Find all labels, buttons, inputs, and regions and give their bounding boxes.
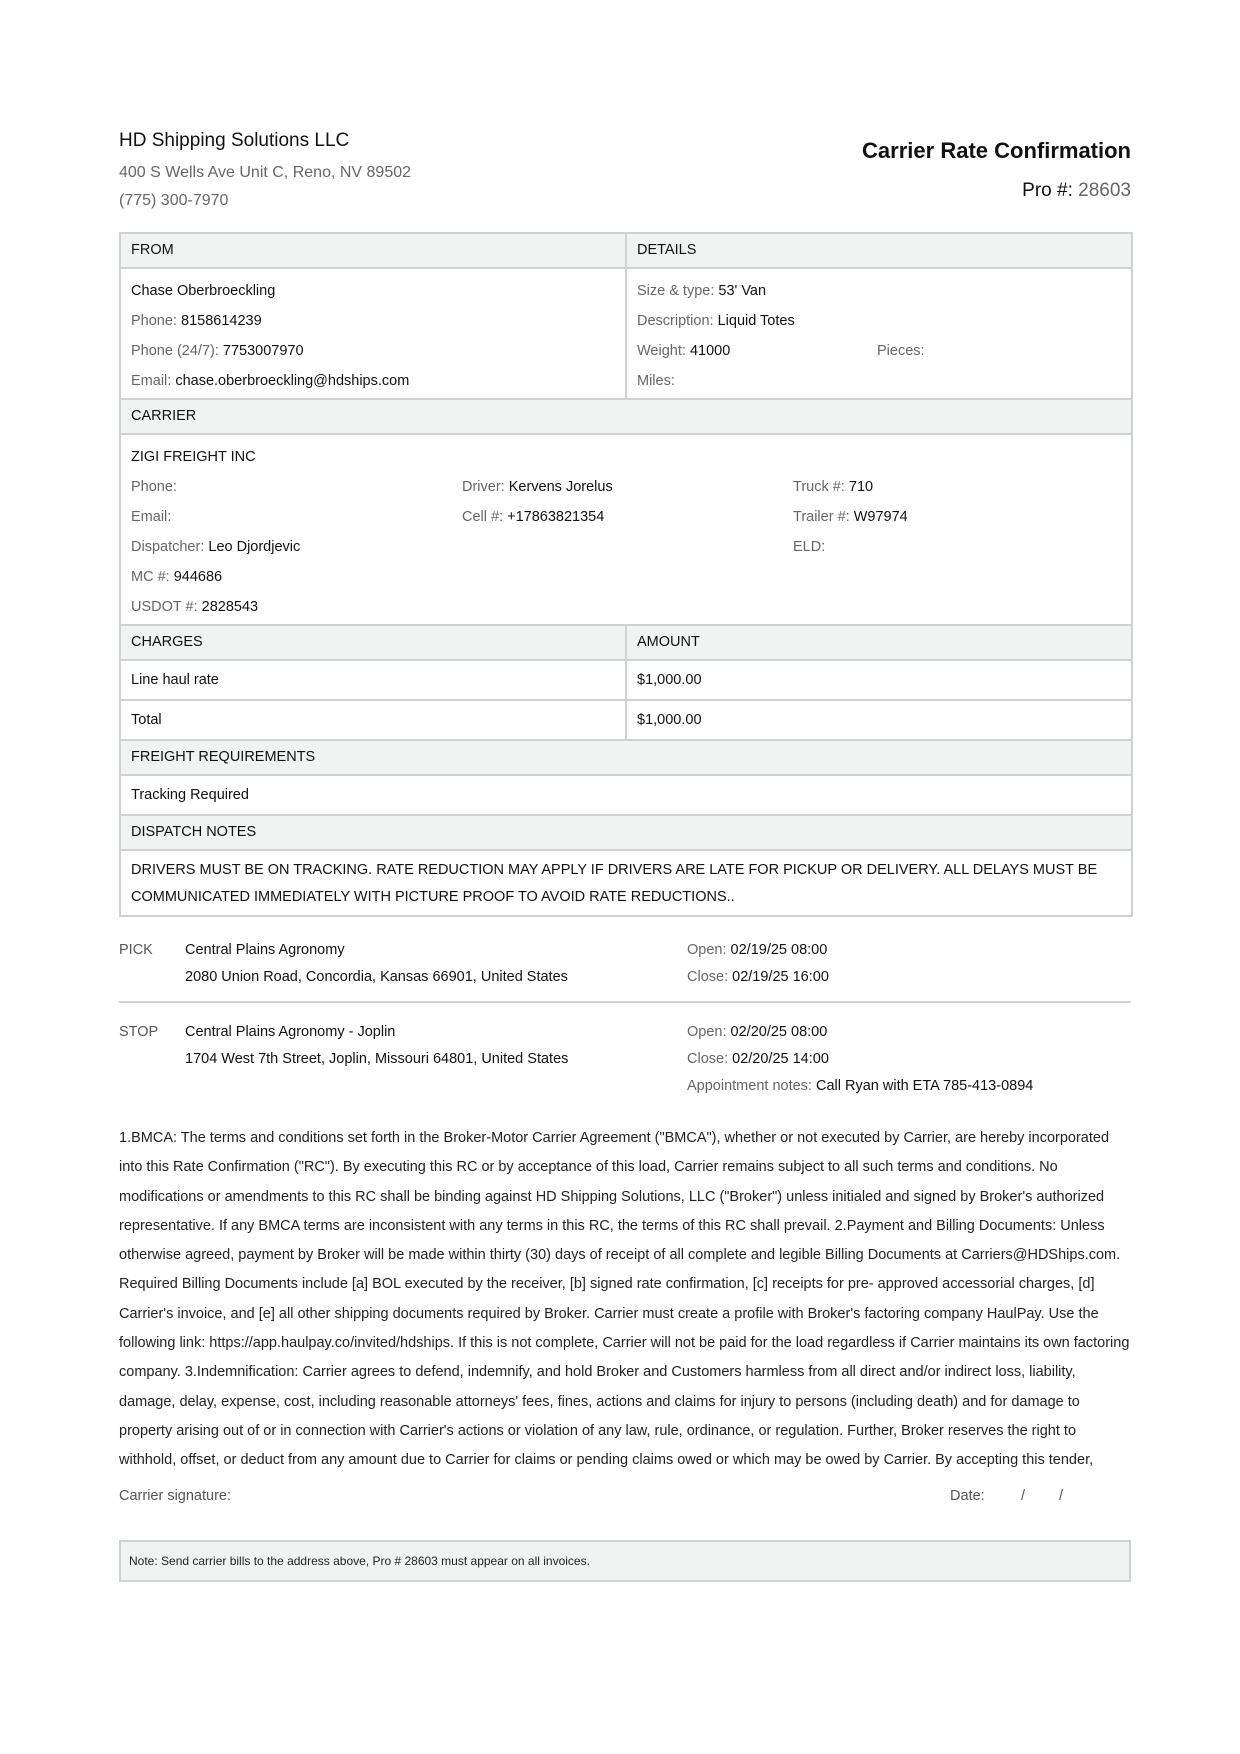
rate-confirmation-page — [119, 120, 1131, 1582]
freight-requirements-heading: FREIGHT REQUIREMENTS — [120, 740, 1132, 775]
carrier-column-1 — [131, 442, 462, 622]
carrier-signature-label: Carrier signature: — [119, 1488, 232, 1504]
close-label: Close: — [687, 1051, 729, 1067]
amount-heading: AMOUNT — [626, 625, 1132, 660]
pieces-label: Pieces: — [877, 343, 925, 359]
carrier-phone-label: Phone: — [131, 479, 177, 495]
date-separator: / — [1059, 1488, 1064, 1504]
charges-heading: CHARGES — [120, 625, 626, 660]
charge-amount: $1,000.00 — [626, 700, 1132, 740]
charge-amount: $1,000.00 — [626, 660, 1132, 700]
usdot-label: USDOT #: — [131, 599, 198, 615]
document-header — [119, 120, 1131, 232]
dispatcher-value: Leo Djordjevic — [208, 539, 301, 555]
open-label: Open: — [687, 942, 727, 958]
pro-label: Pro #: — [1022, 180, 1073, 201]
terms-and-conditions: 1.BMCA: The terms and conditions set forth in the Broker-Motor Carrier Agreement ("BMCA"), whether or not executed by Carrier, are hereby incorporated into this Rate Confirmation ("RC"). By executing this RC or by acceptance of this load, Carrier remains subject to all such terms and conditions. No modifications or amendments to this RC shall be binding against HD Shipping Solutions, LLC ("Broker") unless initialed and signed by Broker's authorized representative. If any BMCA terms are inconsistent with any terms in this RC, the terms of this RC shall prevail. 2.Payment and Billing Documents: Unless otherwise agreed, payment by Broker will be made within thirty (30) days of receipt of all complete and legible Billing Documents at Carriers@HDShips.com. Required Billing Documents include [a] BOL executed by the receiver, [b] signed rate confirmation, [c] receipts for pre- approved accessorial charges, [d] Carrier's invoice, and [e] all other shipping documents required by Broker. Carrier must create a profile with Broker's factoring company HaulPay. Use the following link: https://app.haulpay.co/invited/hdships. If this is not complete, Carrier will not be paid for the load regardless if Carrier maintains its own factoring company. 3.Indemnification: Carrier agrees to defend, indemnify, and hold Broker and Customers harmless from all direct and/or indirect loss, liability, damage, delay, expense, cost, including reasonable attorneys' fees, fines, actions and claims for injury to persons (including death) and for damage to property arising out of or in connection with Carrier's actions or violation of any law, rule, ordinance, or regulation. Further, Broker reserves the right to withhold, offset, or deduct from any amount due to Carrier for claims or pending claims owed or which may be owed by Carrier. By accepting this tender, — [119, 1130, 1130, 1469]
load-details-table — [119, 232, 1133, 917]
carrier-column-2 — [462, 442, 793, 622]
signature-row — [119, 1488, 1131, 1518]
from-email: chase.oberbroeckling@hdships.com — [175, 373, 410, 389]
date-separator: / — [1021, 1488, 1026, 1504]
open-value: 02/20/25 08:00 — [730, 1024, 828, 1040]
close-value: 02/20/25 14:00 — [732, 1051, 829, 1067]
mc-value: 944686 — [173, 569, 223, 585]
charge-name: Total — [120, 700, 626, 740]
freight-requirements-text: Tracking Required — [120, 775, 1132, 815]
stop-address: 1704 West 7th Street, Joplin, Missouri 64801, United States — [185, 1051, 569, 1067]
weight-label: Weight: — [637, 343, 686, 359]
company-phone: (775) 300-7970 — [119, 192, 229, 209]
stop-type: STOP — [119, 1024, 159, 1040]
stops-list — [119, 937, 1131, 1100]
delivery-stop — [119, 1019, 1131, 1100]
truck-value: 710 — [848, 479, 874, 495]
trailer-label: Trailer #: — [793, 509, 850, 525]
from-phone247: 7753007970 — [222, 343, 304, 359]
weight-value: 41000 — [689, 343, 731, 359]
mc-label: MC #: — [131, 569, 170, 585]
close-label: Close: — [687, 969, 729, 985]
description-label: Description: — [637, 313, 714, 329]
open-value: 02/19/25 08:00 — [730, 942, 828, 958]
charge-row — [120, 660, 1132, 700]
document-title: Carrier Rate Confirmation — [862, 138, 1131, 163]
from-phone-label: Phone: — [131, 313, 177, 329]
usdot-value: 2828543 — [201, 599, 259, 615]
size-value: 53' Van — [718, 283, 767, 299]
appointment-notes-value: Call Ryan with ETA 785-413-0894 — [815, 1078, 1034, 1094]
dispatch-notes-heading: DISPATCH NOTES — [120, 815, 1132, 850]
miles-label: Miles: — [637, 373, 675, 389]
carrier-column-3 — [793, 442, 1113, 622]
charge-name: Line haul rate — [120, 660, 626, 700]
pick-stop — [119, 937, 1131, 991]
dispatcher-label: Dispatcher: — [131, 539, 205, 555]
from-heading: FROM — [120, 233, 626, 268]
carrier-heading: CARRIER — [120, 399, 1132, 434]
description-value: Liquid Totes — [717, 313, 795, 329]
from-name: Chase Oberbroeckling — [131, 283, 276, 299]
dispatch-notes-text: DRIVERS MUST BE ON TRACKING. RATE REDUCTION MAY APPLY IF DRIVERS ARE LATE FOR PICKUP OR DELIVERY. ALL DELAYS MUST BE COMMUNICATED IMMEDIATELY WITH PICTURE PROOF TO AVOID RATE REDUCTIONS.. — [120, 850, 1132, 916]
company-address: 400 S Wells Ave Unit C, Reno, NV 89502 — [119, 164, 412, 181]
driver-label: Driver: — [462, 479, 505, 495]
cell-label: Cell #: — [462, 509, 504, 525]
charge-row — [120, 700, 1132, 740]
from-section — [120, 268, 626, 399]
carrier-email-label: Email: — [131, 509, 172, 525]
stop-divider — [119, 1001, 1131, 1003]
driver-value: Kervens Jorelus — [508, 479, 613, 495]
open-label: Open: — [687, 1024, 727, 1040]
close-value: 02/19/25 16:00 — [732, 969, 829, 985]
size-label: Size & type: — [637, 283, 715, 299]
details-heading: DETAILS — [626, 233, 1132, 268]
cell-value: +17863821354 — [507, 509, 605, 525]
stop-name: Central Plains Agronomy - Joplin — [185, 1024, 396, 1040]
pro-value: 28603 — [1078, 180, 1131, 201]
trailer-value: W97974 — [853, 509, 908, 525]
carrier-section — [120, 434, 1132, 625]
eld-label: ELD: — [793, 539, 826, 555]
company-name: HD Shipping Solutions LLC — [119, 130, 350, 151]
from-phone247-label: Phone (24/7): — [131, 343, 219, 359]
from-email-label: Email: — [131, 373, 172, 389]
truck-label: Truck #: — [793, 479, 845, 495]
date-label: Date: — [950, 1488, 985, 1504]
from-phone: 8158614239 — [181, 313, 262, 329]
stop-type: PICK — [119, 942, 153, 958]
carrier-name: ZIGI FREIGHT INC — [131, 449, 256, 465]
stop-name: Central Plains Agronomy — [185, 942, 345, 958]
details-section — [626, 268, 1132, 399]
appointment-notes-label: Appointment notes: — [687, 1078, 812, 1094]
footer-note: Note: Send carrier bills to the address above, Pro # 28603 must appear on all invoices. — [119, 1540, 1131, 1582]
pro-number — [1022, 180, 1131, 202]
stop-address: 2080 Union Road, Concordia, Kansas 66901, United States — [185, 969, 568, 985]
